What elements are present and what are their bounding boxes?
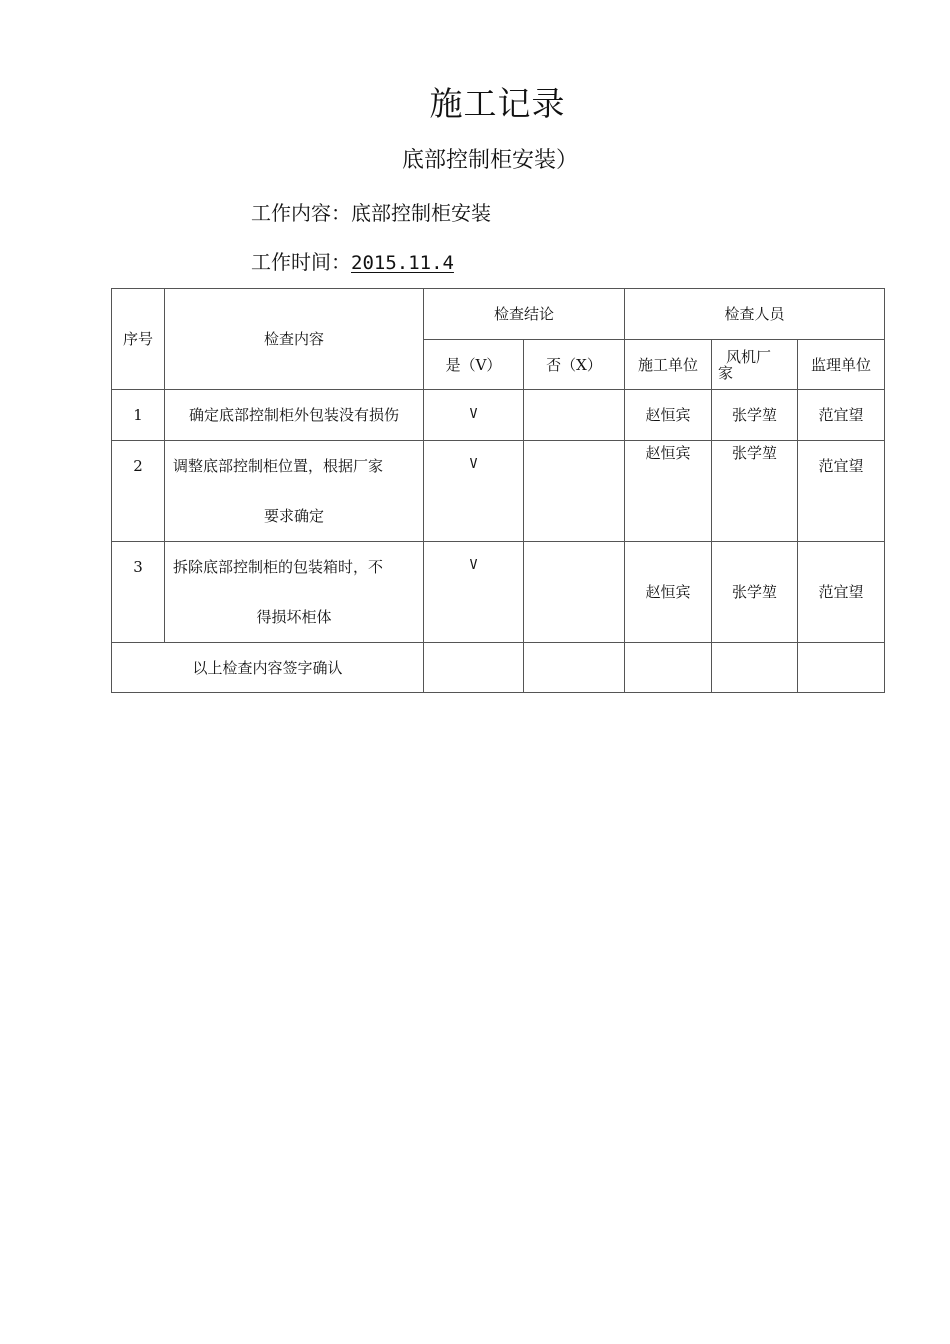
row-construction: 赵恒宾 xyxy=(625,542,712,643)
row-seq: 1 xyxy=(112,390,165,441)
row-content-line1: 调整底部控制柜位置，根据厂家 xyxy=(173,457,384,475)
work-content-line xyxy=(251,197,491,226)
row-seq: 3 xyxy=(112,542,165,643)
header-no: 否（X） xyxy=(524,340,625,390)
row-yes: V xyxy=(424,390,524,441)
row-yes: V xyxy=(424,441,524,542)
row-construction: 赵恒宾 xyxy=(625,441,712,542)
table-row xyxy=(112,390,885,441)
row-supervision: 范宜望 xyxy=(798,390,885,441)
row-content xyxy=(165,441,424,542)
row-supervision: 范宜望 xyxy=(798,441,885,542)
signature-cell xyxy=(712,643,798,693)
row-no xyxy=(524,390,625,441)
page-title: 施工记录 xyxy=(429,84,566,123)
table-row xyxy=(112,542,885,643)
signature-row xyxy=(112,643,885,693)
header-manufacturer xyxy=(712,340,798,390)
work-content-label: 工作内容： xyxy=(251,201,351,225)
header-manufacturer-line1: 风机厂 xyxy=(726,347,772,366)
header-row-1 xyxy=(112,289,885,340)
signature-label: 以上检查内容签字确认 xyxy=(112,643,424,693)
signature-cell xyxy=(625,643,712,693)
header-conclusion: 检查结论 xyxy=(424,289,625,340)
row-manufacturer: 张学堃 xyxy=(712,390,798,441)
header-construction: 施工单位 xyxy=(625,340,712,390)
row-manufacturer: 张学堃 xyxy=(712,441,798,542)
row-content xyxy=(165,542,424,643)
work-time-line xyxy=(251,246,454,275)
header-content: 检查内容 xyxy=(165,289,424,390)
row-no xyxy=(524,542,625,643)
signature-cell xyxy=(424,643,524,693)
row-content-line2: 得损坏柜体 xyxy=(256,608,332,626)
row-construction: 赵恒宾 xyxy=(625,390,712,441)
row-no xyxy=(524,441,625,542)
signature-cell xyxy=(524,643,625,693)
work-time-value: 2015.11.4 xyxy=(351,252,454,274)
row-content: 确定底部控制柜外包装没有损伤 xyxy=(165,390,424,441)
header-supervision: 监理单位 xyxy=(798,340,885,390)
row-content-line2: 要求确定 xyxy=(263,507,324,525)
table-row xyxy=(112,441,885,542)
header-manufacturer-line2: 家 xyxy=(718,363,734,382)
row-manufacturer: 张学堃 xyxy=(712,542,798,643)
row-yes: V xyxy=(424,542,524,643)
work-time-label: 工作时间： xyxy=(251,250,351,274)
header-personnel: 检查人员 xyxy=(625,289,885,340)
header-seq: 序号 xyxy=(112,289,165,390)
row-seq: 2 xyxy=(112,441,165,542)
row-supervision: 范宜望 xyxy=(798,542,885,643)
header-yes: 是（V） xyxy=(424,340,524,390)
signature-cell xyxy=(798,643,885,693)
work-content-value: 底部控制柜安装 xyxy=(351,201,491,225)
page-subtitle: 底部控制柜安装） xyxy=(401,148,578,173)
inspection-table xyxy=(111,288,885,693)
row-content-line1: 拆除底部控制柜的包装箱时，不 xyxy=(173,558,384,576)
